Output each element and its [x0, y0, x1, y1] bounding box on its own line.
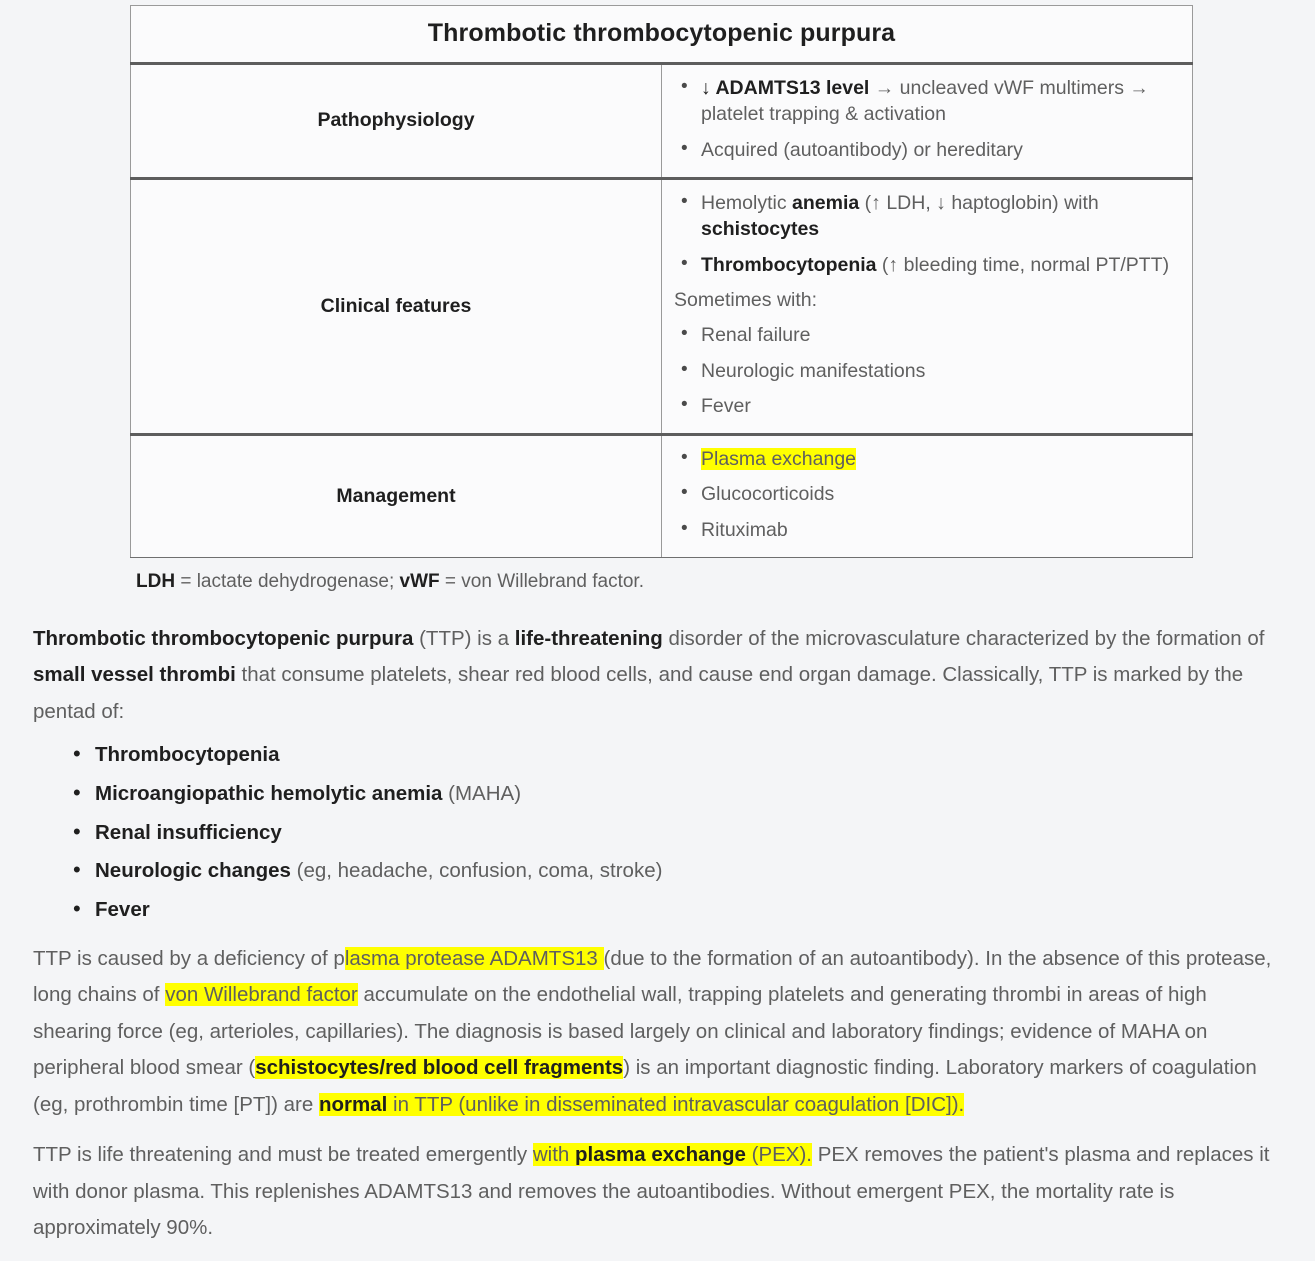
- text-run: (MAHA): [442, 781, 522, 805]
- row-label-management: Management: [131, 435, 662, 558]
- list-item: [674, 393, 1180, 419]
- bold-text: Neurologic changes: [95, 859, 291, 883]
- highlighted-text: plasma exchange: [575, 1143, 746, 1167]
- text-run: Renal failure: [701, 324, 811, 347]
- text-run: Neurologic manifestations: [701, 359, 926, 382]
- table-row: [131, 64, 1193, 179]
- table-row: [131, 178, 1193, 434]
- text-run: Acquired (autoantibody) or hereditary: [701, 138, 1023, 161]
- list-item: [674, 517, 1180, 543]
- highlighted-text: lasma protease ADAMTS13: [344, 946, 604, 970]
- bold-text: Thrombocytopenia: [95, 743, 280, 767]
- list-item: [674, 446, 1180, 472]
- text-run: disorder of the microvasculature characterized by the formation of: [662, 626, 1265, 650]
- cell-list: [674, 75, 1180, 163]
- bold-text: LDH: [136, 571, 176, 593]
- fact-table-head: [131, 6, 1193, 64]
- row-content: [662, 64, 1193, 179]
- text-run: (↑ LDH, ↓ haptoglobin) with: [859, 191, 1099, 214]
- highlighted-text: von Willebrand factor: [165, 983, 358, 1007]
- bold-text: ↓: [701, 77, 716, 99]
- text-run: TTP is caused by a deficiency of p: [33, 946, 345, 970]
- cell-list: [674, 446, 1180, 543]
- text-run: = von Willebrand factor.: [439, 571, 644, 593]
- list-subheading: [674, 287, 1180, 313]
- text-run: (due to the formation of an autoantibody). In the absence of this protease, long chains of: [33, 946, 1272, 1007]
- bold-text: ADAMTS13 level: [715, 77, 870, 99]
- text-run: accumulate on the endothelial wall, trapping platelets and generating thrombi in areas of high shearing force (eg, arterioles, capillaries). The diagnosis is based largely on clinical and laboratory findings; evidence of MAHA on peripheral blood smear (: [33, 983, 1208, 1080]
- pathophysiology-paragraph: [33, 941, 1282, 1123]
- text-run: = lactate dehydrogenase;: [175, 571, 400, 593]
- list-item: [71, 818, 1282, 848]
- text-run: ) is an important diagnostic finding. Laboratory markers of coagulation (eg, prothrombin time [PT]) are: [33, 1056, 1257, 1116]
- highlighted-text: with: [532, 1143, 576, 1167]
- fact-table-title: Thrombotic thrombocytopenic purpura: [131, 6, 1193, 64]
- bold-text: Fever: [95, 898, 150, 922]
- text-run: (eg, headache, confusion, coma, stroke): [290, 859, 663, 883]
- list-item: [674, 481, 1180, 507]
- bold-text: life-threatening: [514, 626, 663, 650]
- fact-table-title-row: [131, 6, 1193, 64]
- ttp-fact-table: [130, 5, 1193, 558]
- table-row: [131, 435, 1193, 558]
- list-item: [674, 75, 1180, 128]
- bold-text: Thrombocytopenia: [701, 253, 877, 276]
- treatment-paragraph: [33, 1137, 1282, 1246]
- list-item: [71, 740, 1282, 770]
- cell-list: [674, 190, 1180, 419]
- list-item: [71, 856, 1282, 886]
- table-footnote: [136, 570, 1315, 595]
- text-run: Hemolytic: [701, 191, 793, 214]
- list-item: [674, 358, 1180, 384]
- highlighted-text: normal: [318, 1092, 388, 1116]
- text-run: (TTP) is a: [413, 626, 515, 650]
- list-item: [71, 779, 1282, 809]
- intro-paragraph: [33, 621, 1282, 730]
- list-item: [674, 322, 1180, 348]
- text-run: that consume platelets, shear red blood cells, and cause end organ damage. Classically, TTP is marked by the pentad of:: [33, 663, 1244, 723]
- bold-text: Renal insufficiency: [95, 820, 282, 844]
- bold-text: Microangiopathic hemolytic anemia: [95, 781, 443, 805]
- bold-text: anemia: [792, 191, 860, 214]
- bold-text: schistocytes: [701, 218, 820, 241]
- article-body: [33, 595, 1282, 1247]
- document-page: [0, 5, 1315, 1247]
- row-label-clinical-features: Clinical features: [131, 178, 662, 434]
- text-run: Sometimes with:: [674, 288, 818, 311]
- bold-text: small vessel thrombi: [33, 663, 236, 687]
- fact-table-body: [131, 64, 1193, 558]
- highlighted-text: in TTP (unlike in disseminated intravascular coagulation [DIC]).: [387, 1092, 965, 1116]
- list-item: [71, 895, 1282, 925]
- highlighted-text: (PEX).: [745, 1143, 813, 1167]
- text-run: (↑ bleeding time, normal PT/PTT): [876, 253, 1170, 276]
- text-run: TTP is life threatening and must be treated emergently: [33, 1143, 533, 1167]
- bold-text: vWF: [399, 571, 440, 593]
- row-content: [662, 435, 1193, 558]
- list-item: [674, 137, 1180, 163]
- row-content: [662, 178, 1193, 434]
- text-run: Rituximab: [701, 518, 788, 541]
- highlighted-text: schistocytes/red blood cell fragments: [255, 1056, 624, 1080]
- fact-table-container: [130, 5, 1193, 558]
- highlighted-text: Plasma exchange: [701, 448, 857, 471]
- row-label-pathophysiology: Pathophysiology: [131, 64, 662, 179]
- list-item: [674, 252, 1180, 278]
- pentad-list: [33, 740, 1282, 925]
- bold-text: Thrombotic thrombocytopenic purpura: [33, 626, 414, 650]
- text-run: Fever: [701, 394, 751, 417]
- list-item: [674, 190, 1180, 243]
- text-run: PEX removes the patient's plasma and replaces it with donor plasma. This replenishes ADAMTS13 and removes the autoantibodies. Without emergent PEX, the mortality rate is approximately 90%.: [33, 1143, 1270, 1240]
- text-run: → uncleaved vWF multimers → platelet trapping & activation: [701, 77, 1149, 126]
- text-run: Glucocorticoids: [701, 483, 835, 506]
